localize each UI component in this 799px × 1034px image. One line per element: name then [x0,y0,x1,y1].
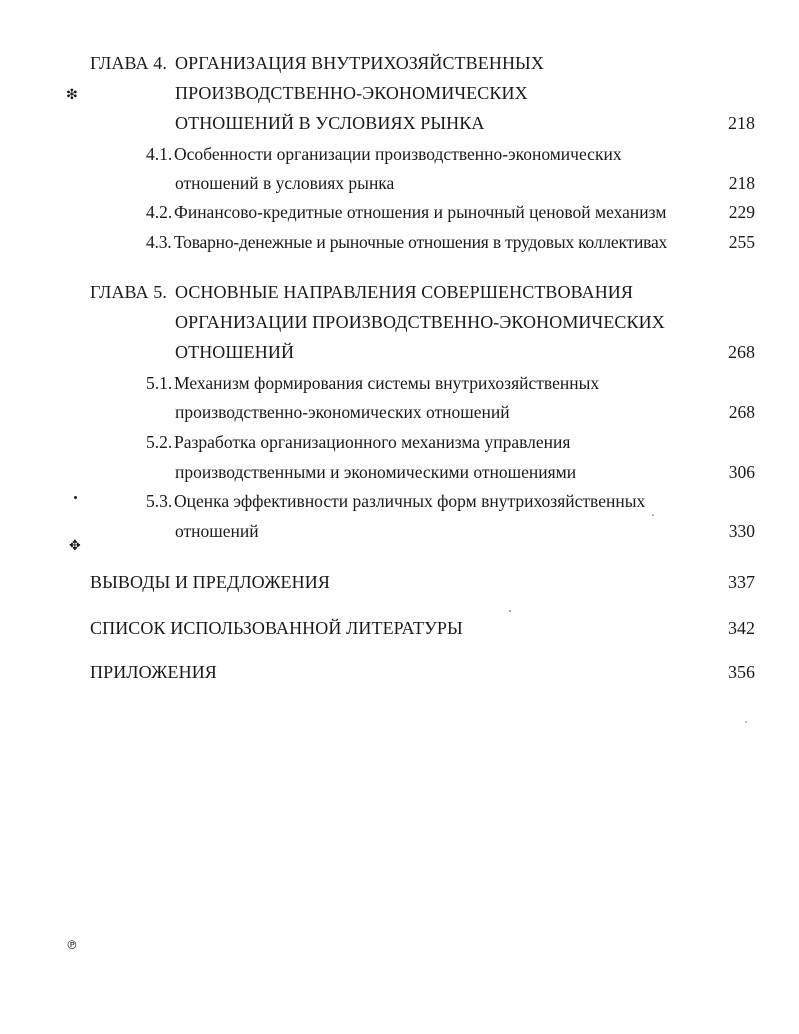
scan-artifact-mark: ℗ [66,938,78,952]
section-5-3-number: 5.3. [146,491,173,511]
scan-artifact-mark: ❇ [66,87,78,103]
chapter-5-title-line1: ОСНОВНЫЕ НАПРАВЛЕНИЯ СОВЕРШЕНСТВОВАНИЯ [175,282,634,302]
section-5-1-line1: Механизм формирования системы внутрихозяйственных [174,373,600,393]
section-4-1-line1: Особенности организации производственно-экономических [174,144,622,164]
section-5-3-line2: отношений [175,521,259,541]
scan-speck [74,496,77,499]
chapter-4-title-line2: ПРОИЗВОДСТВЕННО-ЭКОНОМИЧЕСКИХ [175,83,528,103]
chapter-5-title-line2: ОРГАНИЗАЦИИ ПРОИЗВОДСТВЕННО-ЭКОНОМИЧЕСКИХ [175,312,665,332]
section-4-2-line1: Финансово-кредитные отношения и рыночный ценовой механизм [174,202,667,222]
section-4-2-page: 229 [728,202,755,222]
section-4-1-page: 218 [728,173,755,193]
section-5-1-page: 268 [728,402,755,422]
chapter-5-label: ГЛАВА 5. [90,282,167,302]
references-title: СПИСОК ИСПОЛЬЗОВАННОЙ ЛИТЕРАТУРЫ [90,618,463,638]
chapter-4-title-line3: ОТНОШЕНИЙ В УСЛОВИЯХ РЫНКА [175,113,485,133]
section-4-3-number: 4.3. [146,232,172,252]
section-5-3-page: 330 [728,521,755,541]
chapter-5-title-line3: ОТНОШЕНИЙ [175,342,295,362]
scan-artifact-mark: ✥ [69,538,81,554]
scan-speck [745,721,747,723]
section-5-2-page: 306 [728,462,755,482]
section-4-2-number: 4.2. [146,202,173,222]
section-4-1-line2: отношений в условиях рынка [175,173,395,193]
section-4-3-page: 255 [728,232,755,252]
chapter-4-label: ГЛАВА 4. [90,53,167,73]
scan-speck [652,514,654,516]
section-5-2-line2: производственными и экономическими отношениями [175,462,577,482]
chapter-5-page: 268 [728,342,755,362]
scan-speck [509,610,511,612]
conclusions-page: 337 [728,572,755,592]
section-4-1-number: 4.1. [146,144,173,164]
section-5-1-number: 5.1. [146,373,173,393]
section-5-2-number: 5.2. [146,432,173,452]
chapter-4-title-line1: ОРГАНИЗАЦИЯ ВНУТРИХОЗЯЙСТВЕННЫХ [175,53,544,73]
section-5-3-line1: Оценка эффективности различных форм внутрихозяйственных [174,491,646,511]
appendices-page: 356 [728,662,755,682]
conclusions-title: ВЫВОДЫ И ПРЕДЛОЖЕНИЯ [90,572,330,592]
section-4-3-line1: Товарно-денежные и рыночные отношения в трудовых коллективах [174,232,668,252]
chapter-4-page: 218 [728,113,755,133]
appendices-title: ПРИЛОЖЕНИЯ [90,662,217,682]
references-page: 342 [728,618,755,638]
section-5-1-line2: производственно-экономических отношений [175,402,510,422]
section-5-2-line1: Разработка организационного механизма управления [174,432,571,452]
